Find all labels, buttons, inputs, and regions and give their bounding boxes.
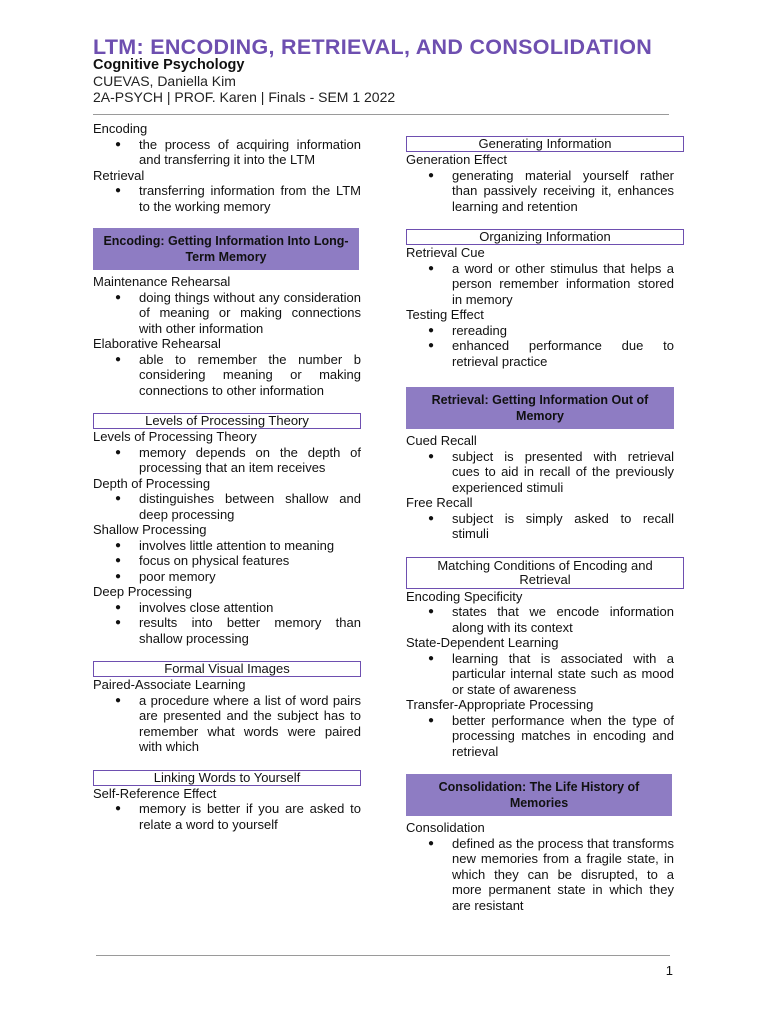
- bullet-list: [93, 693, 361, 755]
- linking-group: [93, 786, 361, 833]
- bullet-list: [406, 604, 674, 635]
- bullet-list: [93, 538, 361, 585]
- bullet-item: ● distinguishes between shallow and deep processing: [93, 491, 361, 522]
- bullet-list: [93, 352, 361, 399]
- subheader-levels: Levels of Processing Theory: [93, 413, 361, 429]
- bullet-item: ● focus on physical features: [93, 553, 361, 569]
- consolidation-group: [406, 820, 674, 913]
- bullet-item: ● results into better memory than shallow processing: [93, 615, 361, 646]
- matching-group: [406, 589, 674, 760]
- bullet-item: ● a procedure where a list of word pairs are presented and the subject has to remember what words were paired with which: [93, 693, 361, 755]
- intro-group: [93, 121, 361, 214]
- bullet-item: ● able to remember the number b considering meaning or making connections to other information: [93, 352, 361, 399]
- term-heading: Free Recall: [406, 495, 473, 510]
- section-header-encoding: Encoding: Getting Information Into Long-Term Memory: [93, 228, 359, 270]
- term-heading: State-Dependent Learning: [406, 635, 559, 650]
- bullet-item: ● involves close attention: [93, 600, 361, 616]
- bullet-item: ● the process of acquiring information and transferring it into the LTM: [93, 137, 361, 168]
- term-heading: Consolidation: [406, 820, 485, 835]
- bullet-list: [93, 801, 361, 832]
- bullet-list: [406, 713, 674, 760]
- bullet-item: ● states that we encode information along with its context: [406, 604, 674, 635]
- right-column: [406, 136, 674, 913]
- bullet-list: [406, 261, 674, 308]
- term-heading: Shallow Processing: [93, 522, 207, 537]
- bullet-item: ● transferring information from the LTM to the working memory: [93, 183, 361, 214]
- bullet-list: [406, 651, 674, 698]
- course-name: Cognitive Psychology: [93, 57, 245, 73]
- document-title: LTM: ENCODING, RETRIEVAL, AND CONSOLIDATION: [93, 35, 653, 59]
- bullet-list: [93, 445, 361, 476]
- subheader-linking-words: Linking Words to Yourself: [93, 770, 361, 786]
- term-heading: Cued Recall: [406, 433, 477, 448]
- section-header-consolidation: Consolidation: The Life History of Memories: [406, 774, 672, 816]
- term-heading: Paired-Associate Learning: [93, 677, 246, 692]
- term-heading: Depth of Processing: [93, 475, 211, 491]
- organizing-group: [406, 245, 674, 369]
- term-heading: Elaborative Rehearsal: [93, 336, 221, 351]
- recall-group: [406, 433, 674, 542]
- term-heading: Retrieval Cue: [406, 245, 485, 260]
- bullet-list: [406, 511, 674, 542]
- bullet-item: ● doing things without any consideration of meaning or making connections with other information: [93, 290, 361, 337]
- bullet-item: ● poor memory: [93, 569, 361, 585]
- page-number: 1: [665, 963, 673, 978]
- rehearsal-group: [93, 274, 361, 398]
- term-heading: Deep Processing: [93, 584, 192, 599]
- term-heading: Maintenance Rehearsal: [93, 274, 231, 289]
- bullet-item: ● learning that is associated with a particular internal state such as mood or state of awareness: [406, 651, 674, 698]
- term-heading: Transfer-Appropriate Processing: [406, 697, 594, 712]
- subheader-organizing: Organizing Information: [406, 229, 684, 245]
- term-heading: Retrieval: [93, 167, 145, 183]
- term-heading: Generation Effect: [406, 152, 507, 167]
- bullet-item: ● better performance when the type of processing matches in encoding and retrieval: [406, 713, 674, 760]
- left-column: [93, 121, 361, 832]
- header-divider: [93, 114, 669, 115]
- author-name: CUEVAS, Daniella Kim: [93, 73, 236, 89]
- bullet-item: ● enhanced performance due to retrieval practice: [406, 338, 674, 369]
- term-heading: Encoding: [93, 121, 148, 136]
- footer-divider: [96, 955, 670, 956]
- bullet-list: [406, 323, 674, 370]
- generating-group: [406, 152, 674, 214]
- subheader-visual-images: Formal Visual Images: [93, 661, 361, 677]
- bullet-list: [406, 836, 674, 914]
- bullet-list: [93, 137, 361, 168]
- course-info: 2A-PSYCH | PROF. Karen | Finals - SEM 1 2022: [93, 89, 396, 105]
- term-heading: Self-Reference Effect: [93, 785, 217, 801]
- bullet-item: ● subject is presented with retrieval cues to aid in recall of the previously experienced stimuli: [406, 449, 674, 496]
- bullet-list: [93, 290, 361, 337]
- bullet-item: ● generating material yourself rather than passively receiving it, enhances learning and retention: [406, 168, 674, 215]
- bullet-list: [406, 168, 674, 215]
- bullet-item: ● defined as the process that transforms new memories from a fragile state, in which they can be disrupted, to a more permanent state in which they are resistant: [406, 836, 674, 914]
- bullet-item: ● subject is simply asked to recall stimuli: [406, 511, 674, 542]
- term-heading: Levels of Processing Theory: [93, 429, 257, 444]
- levels-group: [93, 429, 361, 646]
- section-header-retrieval: Retrieval: Getting Information Out of Memory: [406, 387, 674, 429]
- subheader-matching: Matching Conditions of Encoding and Retrieval: [406, 557, 684, 589]
- bullet-item: ● memory depends on the depth of processing that an item receives: [93, 445, 361, 476]
- bullet-item: ● a word or other stimulus that helps a person remember information stored in memory: [406, 261, 674, 308]
- term-heading: Encoding Specificity: [406, 588, 523, 604]
- bullet-list: [93, 183, 361, 214]
- bullet-list: [406, 449, 674, 496]
- term-heading: Testing Effect: [406, 307, 484, 322]
- bullet-list: [93, 491, 361, 522]
- bullet-item: ● memory is better if you are asked to relate a word to yourself: [93, 801, 361, 832]
- visual-group: [93, 677, 361, 755]
- bullet-item: ● involves little attention to meaning: [93, 538, 361, 554]
- bullet-item: ● rereading: [406, 323, 674, 339]
- subheader-generating: Generating Information: [406, 136, 684, 152]
- bullet-list: [93, 600, 361, 647]
